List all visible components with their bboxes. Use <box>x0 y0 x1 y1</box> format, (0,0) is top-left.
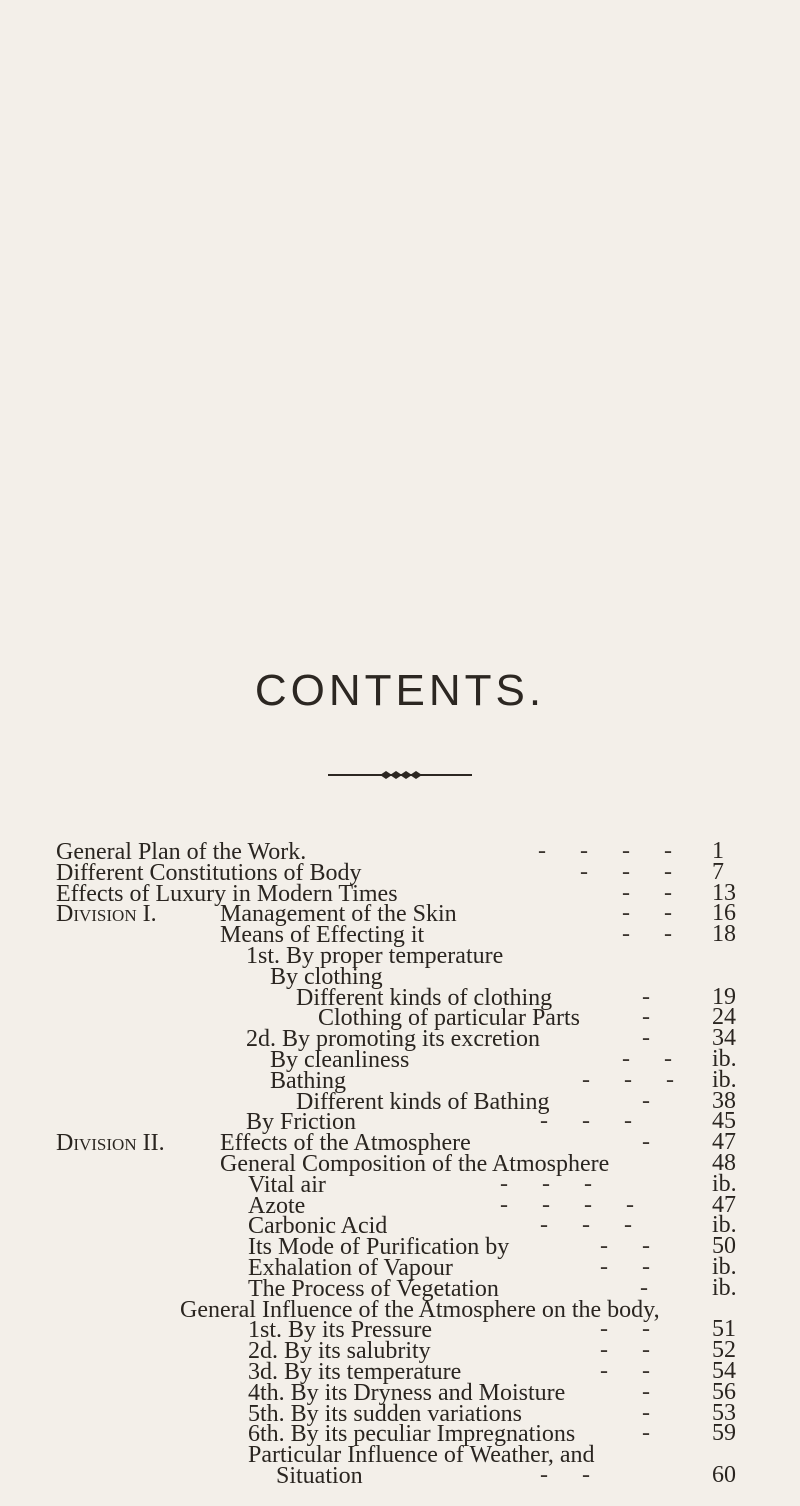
page-number: 54 <box>712 1358 736 1384</box>
page-number: 60 <box>712 1462 736 1488</box>
page-number: 59 <box>712 1420 736 1447</box>
entry-title: Means of Effecting it <box>220 922 425 949</box>
entry-title: By cleanliness <box>270 1047 410 1073</box>
entry-title: Clothing of particular Parts <box>318 1005 580 1032</box>
page-number: 19 <box>712 983 736 1010</box>
entry-title: 6th. By its peculiar Impregnations <box>248 1421 576 1448</box>
page-number: ib. <box>712 1254 737 1280</box>
entry-title: 2d. By promoting its excretion <box>246 1026 540 1053</box>
entry-title: 1st. By proper temperature <box>246 943 504 969</box>
entry-title: Vital air <box>248 1171 326 1198</box>
leader-dashes: - <box>642 1004 664 1031</box>
leader-dashes: - - - - <box>500 1191 648 1218</box>
leader-dashes: - - - <box>580 858 686 885</box>
leader-dashes: - <box>642 1129 664 1156</box>
page-number: ib. <box>712 1046 737 1072</box>
page-number: 1 <box>712 838 724 864</box>
entry-title: 5th. By its sudden variations <box>248 1400 522 1427</box>
page-number: 47 <box>712 1191 736 1218</box>
page-number: ib. <box>712 1212 737 1239</box>
leader-dashes: - <box>642 1399 664 1426</box>
contents-heading: CONTENTS. <box>254 666 546 715</box>
leader-dashes: - <box>642 983 664 1010</box>
entry-title: General Plan of the Work. <box>56 839 307 865</box>
leader-dashes: - - - <box>582 1066 688 1093</box>
page-number: 47 <box>712 1129 736 1156</box>
leader-dashes: - - <box>622 921 686 948</box>
entry-title: Different Constitutions of Body <box>56 859 362 886</box>
leader-dashes: - - <box>600 1316 664 1343</box>
page-number: 24 <box>712 1004 736 1031</box>
page-number: 52 <box>712 1337 736 1364</box>
entry-title: Situation <box>276 1463 363 1489</box>
entry-title: By Friction <box>246 1109 357 1136</box>
page-number: ib. <box>712 1274 737 1301</box>
page-number: 18 <box>712 921 736 948</box>
division-label: Division I. <box>56 901 157 928</box>
entry-title: The Process of Vegetation <box>248 1275 499 1302</box>
page-number: 13 <box>712 879 736 906</box>
page-number: 53 <box>712 1399 736 1426</box>
leader-dashes: - - <box>622 1046 686 1072</box>
entry-title: Management of the Skin <box>220 901 457 928</box>
leader-dashes: - - <box>622 900 686 927</box>
page-number: 51 <box>712 1316 736 1343</box>
entry-title: Exhalation of Vapour <box>248 1255 453 1281</box>
leader-dashes: - - <box>600 1233 664 1260</box>
leader-dashes: - - <box>540 1462 604 1488</box>
entry-title: General Influence of the Atmosphere on the body, <box>180 1296 660 1323</box>
page-number: 45 <box>712 1108 736 1135</box>
leader-dashes: - <box>642 1420 664 1447</box>
leader-dashes: - - <box>600 1358 664 1384</box>
entry-title: General Composition of the Atmosphere <box>220 1151 610 1177</box>
leader-dashes: - <box>642 1087 664 1114</box>
page-number: ib. <box>712 1170 737 1197</box>
entry-title: 4th. By its Dryness and Moisture <box>248 1379 566 1406</box>
ornament-rule-icon <box>328 770 472 780</box>
page-number: ib. <box>712 1066 737 1093</box>
division-label: Division II. <box>56 1130 165 1157</box>
leader-dashes: - <box>642 1025 664 1052</box>
leader-dashes: - - - <box>500 1170 606 1197</box>
page-number: 38 <box>712 1087 736 1114</box>
page-number: 16 <box>712 900 736 927</box>
page-number: 48 <box>712 1150 736 1176</box>
entry-title: Carbonic Acid <box>248 1213 388 1240</box>
page-number: 34 <box>712 1025 736 1052</box>
entry-title: 1st. By its Pressure <box>248 1317 433 1344</box>
leader-dashes: - <box>642 1378 664 1405</box>
entry-title: 3d. By its temperature <box>248 1359 462 1385</box>
page-number: 50 <box>712 1233 736 1260</box>
leader-dashes: - - - <box>540 1108 646 1135</box>
entry-title: Bathing <box>270 1067 346 1094</box>
leader-dashes: - - <box>600 1337 664 1364</box>
entry-title: Effects of the Atmosphere <box>220 1130 471 1157</box>
entry-title: Effects of Luxury in Modern Times <box>56 880 398 907</box>
entry-title: By clothing <box>270 963 383 990</box>
entry-title: Different kinds of clothing <box>296 984 553 1011</box>
entry-title: 2d. By its salubrity <box>248 1338 431 1365</box>
page-number: 56 <box>712 1378 736 1405</box>
entry-title: Particular Influence of Weather, and <box>248 1442 595 1469</box>
page-number: 7 <box>712 858 724 885</box>
leader-dashes: - - <box>622 879 686 906</box>
entry-title: Different kinds of Bathing <box>296 1088 550 1115</box>
leader-dashes: - - - - <box>538 838 686 864</box>
entry-title: Azote <box>248 1192 306 1219</box>
leader-dashes: - <box>640 1274 662 1301</box>
leader-dashes: - - - <box>540 1212 646 1239</box>
entry-title: Its Mode of Purification by <box>248 1234 510 1261</box>
leader-dashes: - - <box>600 1254 664 1280</box>
